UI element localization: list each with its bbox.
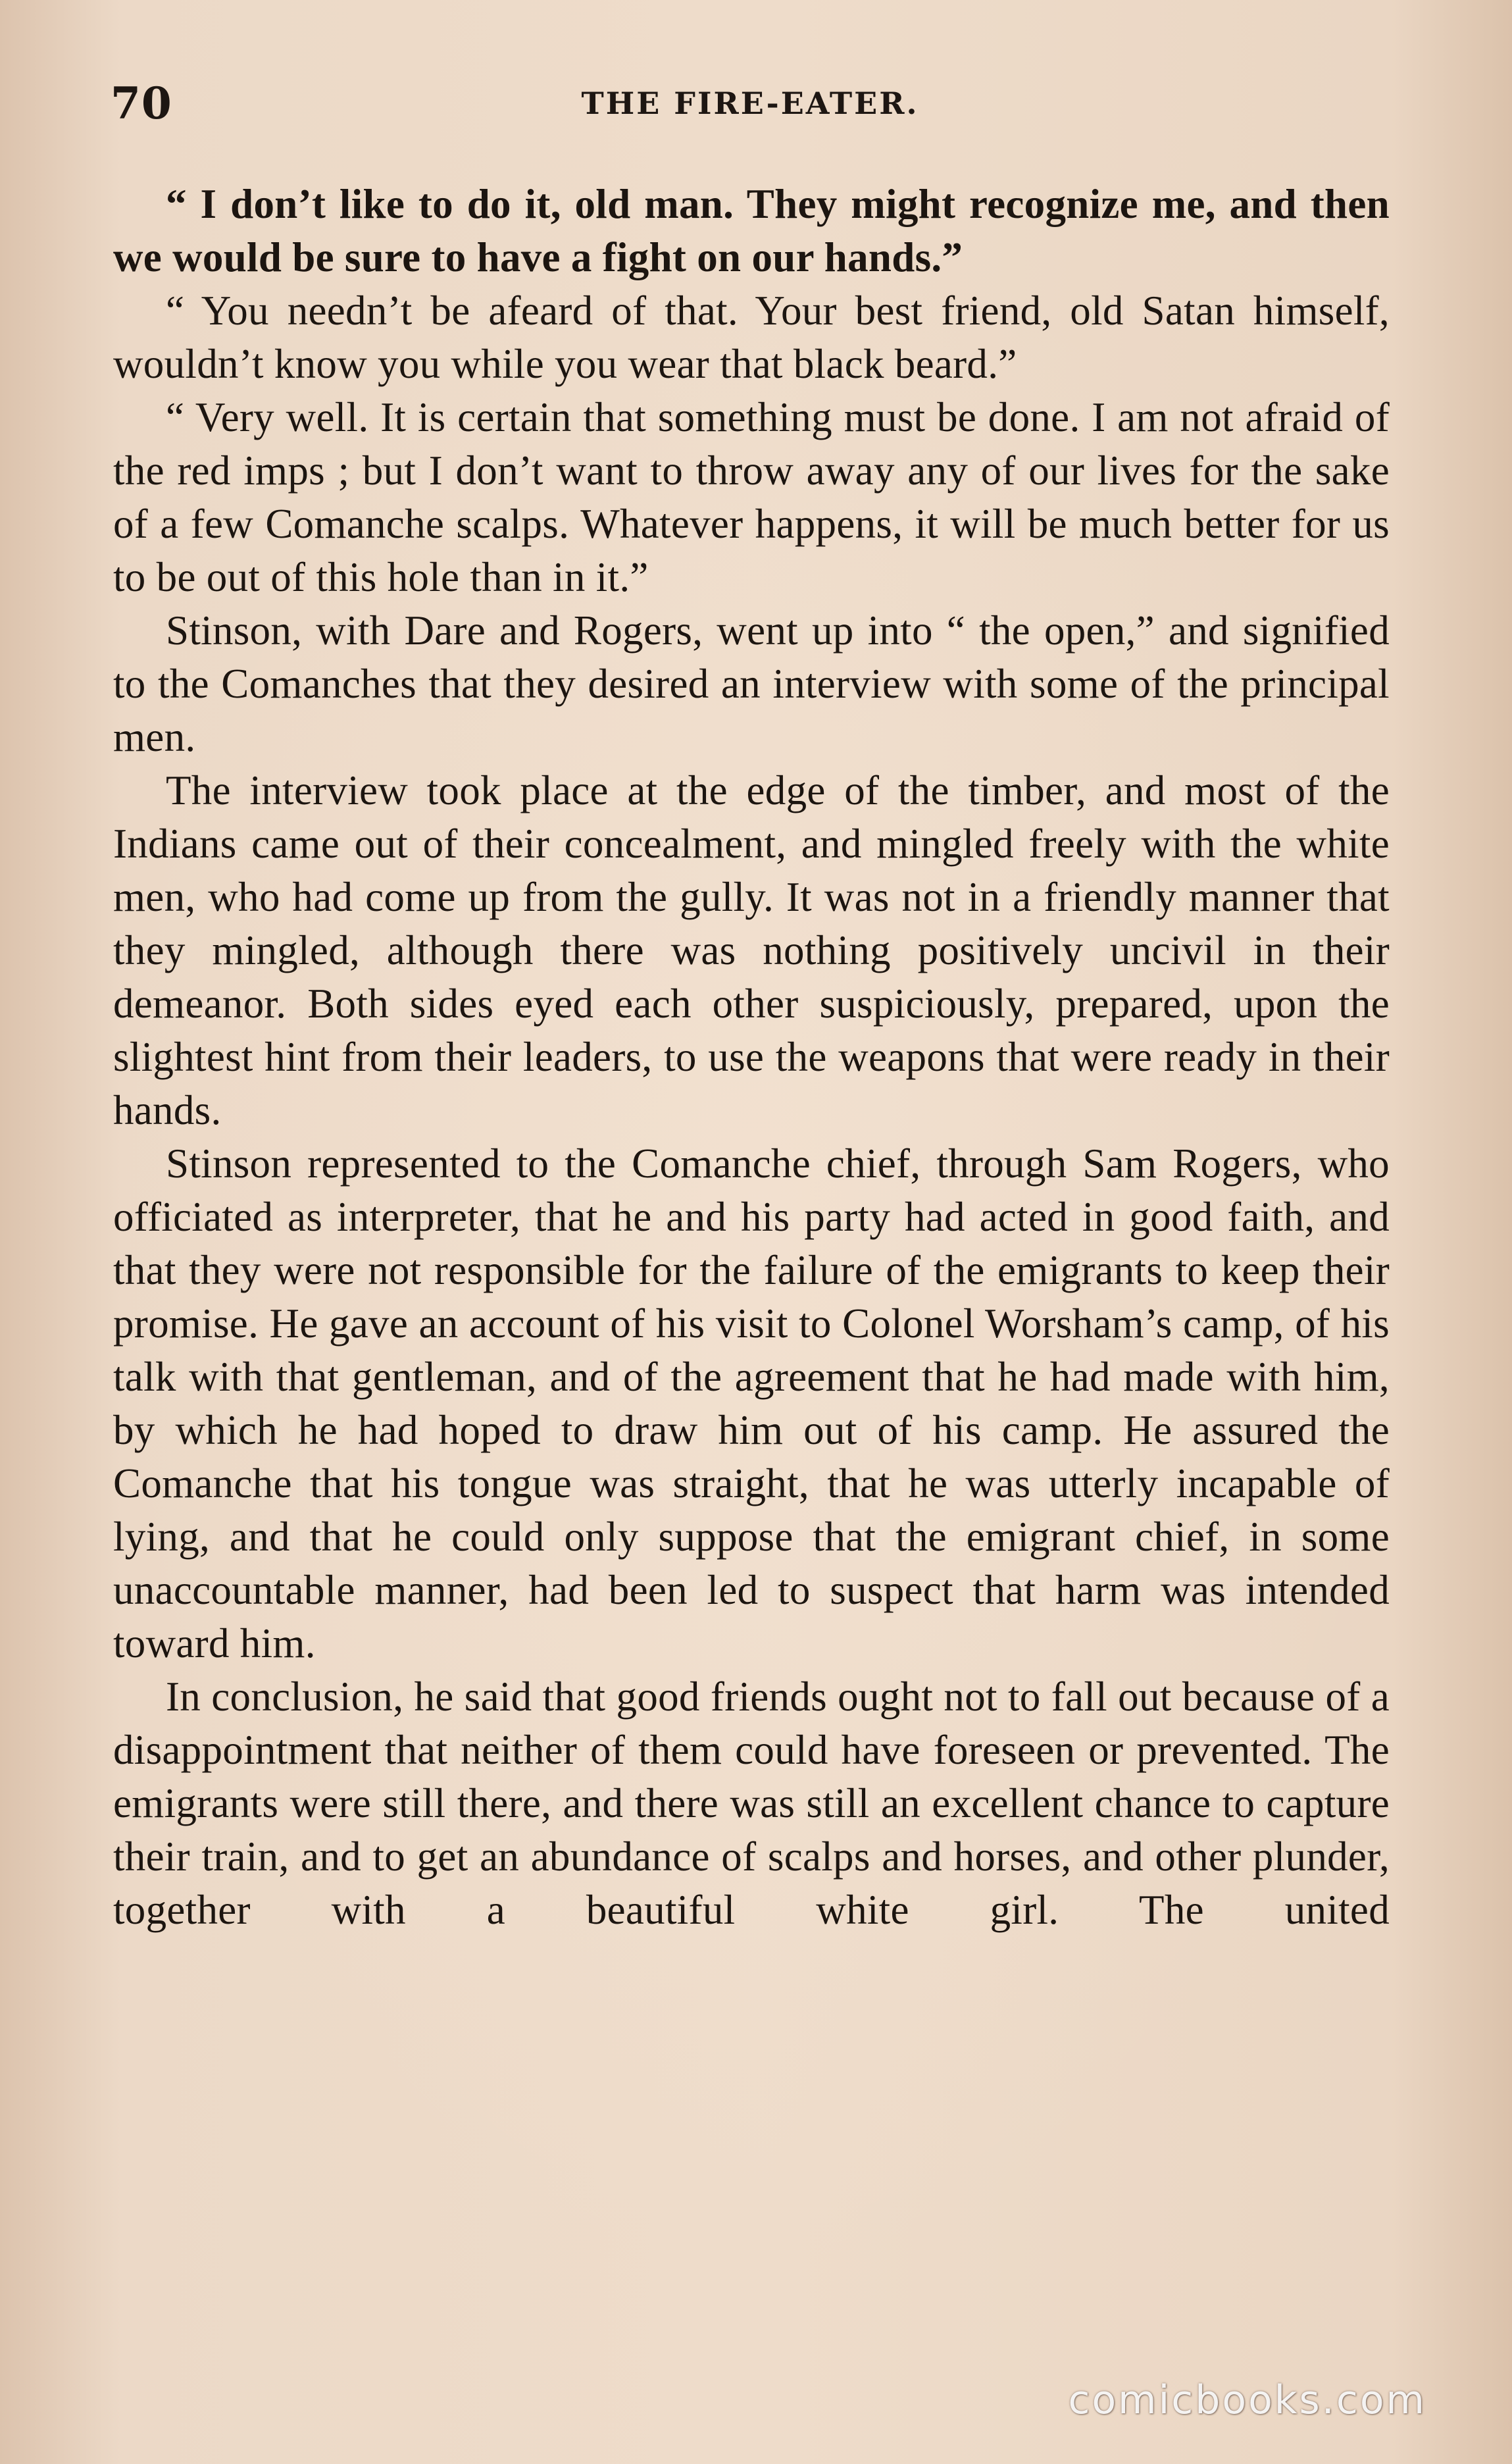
- paragraph: “ I don’t like to do it, old man. They might recognize me, and then we would be sure to have a fight on our hands.”: [113, 181, 1390, 280]
- body-text: [113, 178, 1390, 1937]
- paragraph: “ You needn’t be afeard of that. Your best friend, old Satan himself, wouldn’t know you while you wear that black beard.”: [113, 288, 1390, 387]
- running-title: THE FIRE-EATER.: [581, 86, 919, 121]
- paragraph: The interview took place at the edge of the timber, and most of the Indians came out of their concealment, and mingled freely with the white men, who had come up from the gully. It was not in a friendly manner that they mingled, although there was nothing positively uncivil in their demeanor. Both sides eyed each other suspiciously, prepared, upon the slightest hint from their leaders, to use the weapons that were ready in their hands.: [113, 767, 1390, 1133]
- paragraph: “ Very well. It is certain that something must be done. I am not afraid of the red imps ; but I don’t want to throw away any of our lives for the sake of a few Comanche scalps. Whatever happens, it will be much better for us to be out of this hole than in it.”: [113, 394, 1390, 600]
- paragraph: Stinson, with Dare and Rogers, went up into “ the open,” and signified to the Comanches that they desired an interview with some of the principal men.: [113, 607, 1390, 760]
- paragraph: Stinson represented to the Comanche chief, through Sam Rogers, who officiated as interpreter, that he and his party had acted in good faith, and that they were not responsible for the failure of the emigrants to keep their promise. He gave an account of his visit to Colonel Worsham’s camp, of his talk with that gentleman, and of the agreement that he had made with him, by which he had hoped to draw him out of his camp. He assured the Comanche that his tongue was straight, that he was utterly incapable of lying, and that he could only suppose that the emigrant chief, in some unaccountable manner, had been led to suspect that harm was intended toward him.: [113, 1141, 1390, 1666]
- paragraph: In conclusion, he said that good friends ought not to fall out because of a disappointment that neither of them could have foreseen or prevented. The emigrants were still there, and there was still an excellent chance to capture their train, and to get an abundance of scalps and horses, and other plunder, together with a beautiful white girl. The united: [113, 1674, 1390, 1933]
- page-number: 70: [111, 78, 172, 129]
- watermark: comicbooks.com: [1068, 2377, 1426, 2423]
- page-header: [105, 78, 1395, 130]
